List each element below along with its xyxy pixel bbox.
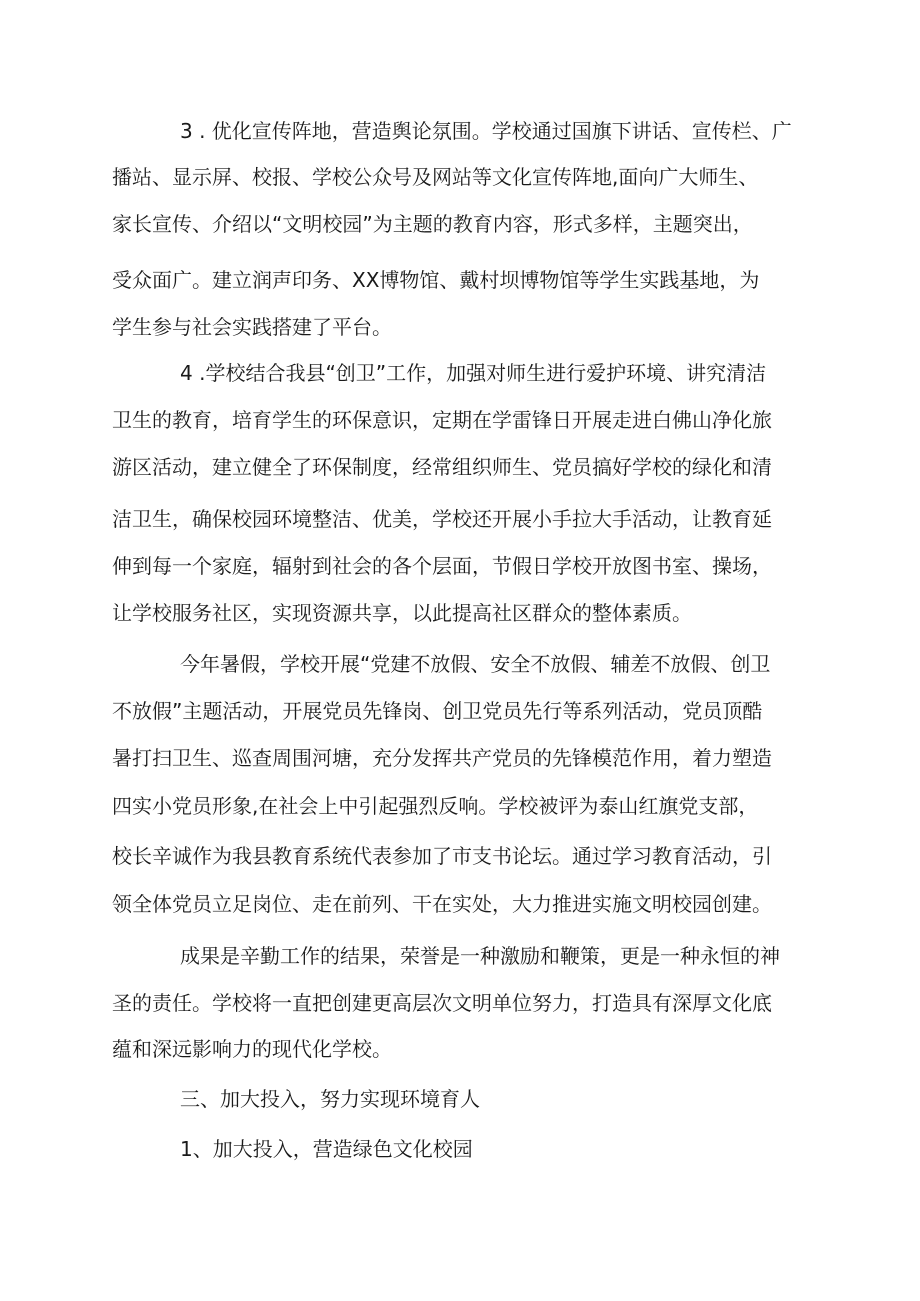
text-line: 暑打扫卫生、巡查周围河塘，充分发挥共产党员的先锋模范作用，着力塑造 [112,746,772,770]
text-line: 领全体党员立足岗位、走在前列、干在实处，大力推进实施文明校园创建。 [112,892,772,916]
text-line: 游区活动，建立健全了环保制度，经常组织师生、党员搞好学校的绿化和清 [112,455,772,479]
text-line: 不放假”主题活动，开展党员先锋岗、创卫党员先行等系列活动，党员顶酷 [112,699,763,723]
text-line: 圣的责任。学校将一直把创建更高层次文明单位努力，打造具有深厚文化底 [112,991,772,1015]
text-line: 3 . 优化宣传阵地，营造舆论氛围。学校通过国旗下讲话、宣传栏、广 [180,119,792,143]
text-line: 受众面广。建立润声印务、XX博物馆、戴村坝博物馆等学生实践基地，为 [112,268,760,292]
subsection-heading: 1、加大投入，营造绿色文化校园 [180,1137,473,1161]
text-line: 成果是辛勤工作的结果，荣誉是一种激励和鞭策，更是一种永恒的神 [180,944,780,968]
text-line: 四实小党员形象,在社会上中引起强烈反响。学校被评为泰山红旗党支部， [112,794,759,818]
text-line: 让学校服务社区，实现资源共享，以此提高社区群众的整体素质。 [112,601,692,625]
text-line: 蕴和深远影响力的现代化学校。 [112,1037,392,1061]
text-line: 播站、显示屏、校报、学校公众号及网站等文化宣传阵地,面向广大师生、 [112,165,759,189]
text-line: 学生参与社会实践搭建了平台。 [112,315,392,339]
text-line: 伸到每一个家庭，辐射到社会的各个层面，节假日学校开放图书室、操场， [112,554,772,578]
text-line: 校长辛诚作为我县教育系统代表参加了市支书论坛。通过学习教育活动，引 [112,844,772,868]
text-line: 家长宣传、介绍以“文明校园”为主题的教育内容，形式多样，主题突出， [112,212,753,236]
section-heading: 三、加大投入，努力实现环境育人 [180,1087,480,1111]
text-line: 洁卫生，确保校园环境整洁、优美，学校还开展小手拉大手活动，让教育延 [112,507,772,531]
text-line: 4 .学校结合我县“创卫”工作，加强对师生进行爱护环境、讲究清洁 [180,361,767,385]
text-line: 卫生的教育，培育学生的环保意识，定期在学雷锋日开展走进白佛山净化旅 [112,408,772,432]
text-line: 今年暑假，学校开展“党建不放假、安全不放假、辅差不放假、创卫 [180,652,771,676]
